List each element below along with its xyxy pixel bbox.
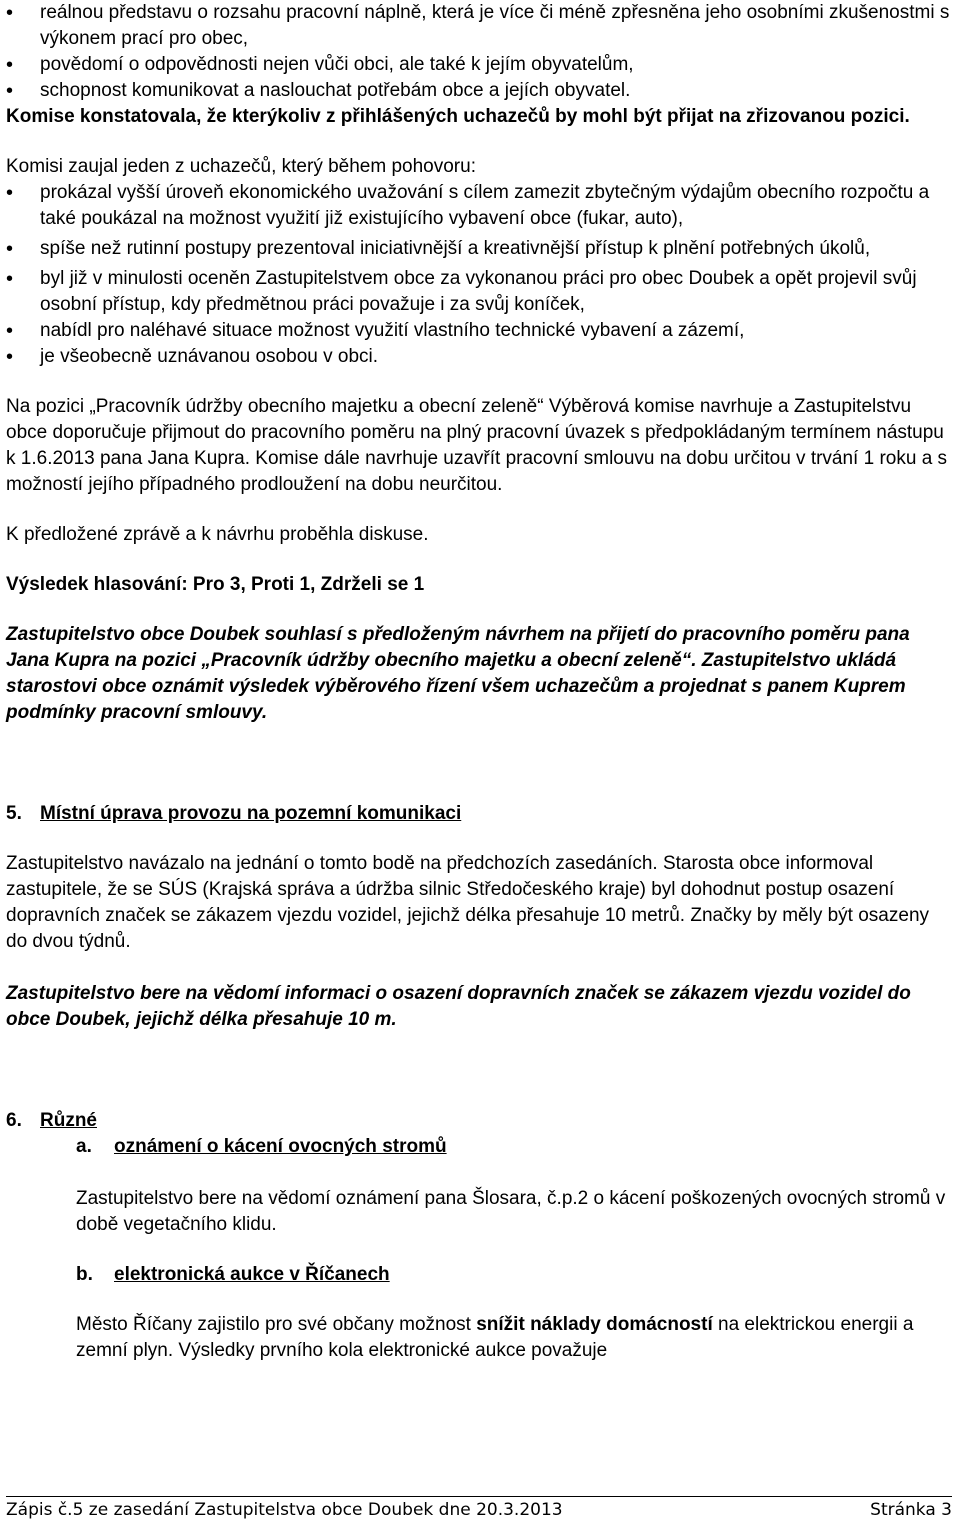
proposal-paragraph: Na pozici „Pracovník údržby obecního majetku a obecní zeleně“ Výběrová komise navrhuje a Zastupitelstvu obce doporučuje přijmout do pracovního poměru na plný pracovní úvazek s předpokládaným termínem nástupu k 1.6.2013 pana Jana Kupra. Komise dále navrhuje uzavřít pracovní smlouvu na dobu určitou v trvání 1 roku a s možností jejího případného prodloužení na dobu neurčitou. bbox=[6, 396, 948, 495]
subsection-b bbox=[6, 1262, 950, 1364]
text-run-bold: snížit náklady domácností bbox=[476, 1314, 713, 1335]
section-title: Různé bbox=[40, 1110, 97, 1131]
discussion-paragraph: K předložené zprávě a k návrhu proběhla diskuse. bbox=[6, 524, 429, 545]
subsection-letter: b. bbox=[76, 1264, 93, 1285]
commission-statement: Komise konstatovala, že kterýkoliv z přihlášených uchazečů by mohl být přijat na zřizovanou pozici. bbox=[6, 106, 910, 127]
list-item: • reálnou představu o rozsahu pracovní náplně, která je více či méně zpřesněna jeho osobními zkušenostmi s výkonem prací pro obec, bbox=[6, 0, 950, 52]
page-footer bbox=[6, 1496, 952, 1521]
text-run: Město Říčany zajistilo pro své občany možnost bbox=[76, 1314, 477, 1335]
footer-title: Zápis č.5 ze zasedání Zastupitelstva obce Doubek dne 20.3.2013 bbox=[6, 1500, 563, 1520]
section-5-heading bbox=[6, 801, 950, 827]
page-number: Stránka 3 bbox=[870, 1500, 952, 1520]
subsection-b-heading bbox=[76, 1262, 950, 1288]
text-run: na elektrickou energii a zemní plyn. Výsledky prvního kola elektronické aukce považuje bbox=[76, 1314, 914, 1361]
list-item: • prokázal vyšší úroveň ekonomického uvažování s cílem zamezit zbytečným výdajům obecního rozpočtu a také poukázal na možnost využití již existujícího vybavení obce (fukar, auto), bbox=[6, 180, 950, 232]
vote-result: Výsledek hlasování: Pro 3, Proti 1, Zdrželi se 1 bbox=[6, 574, 425, 595]
document-page bbox=[6, 0, 950, 1364]
subsection-letter: a. bbox=[76, 1136, 92, 1157]
list-item: • spíše než rutinní postupy prezentoval iniciativnější a kreativnější přístup k plnění potřebných úkolů, bbox=[6, 236, 950, 262]
list-item: • byl již v minulosti oceněn Zastupitelstvem obce za vykonanou práci pro obec Doubek a opět projevil svůj osobní přístup, kdy předmětnou práci považuje i za svůj koníček, bbox=[6, 266, 950, 318]
resolution-paragraph: Zastupitelstvo obce Doubek souhlasí s předloženým návrhem na přijetí do pracovního poměru pana Jana Kupra na pozici „Pracovník údržby obecního majetku a obecní zeleně“. Zastupitelstvo ukládá starostovi obce oznámit výsledek výběrového řízení všem uchazečům a projednat s panem Kuprem podmínky pracovní smlouvy. bbox=[6, 624, 910, 723]
section-6-heading bbox=[6, 1108, 950, 1134]
subsection-a-text: Zastupitelstvo bere na vědomí oznámení pana Šlosara, č.p.2 o kácení poškozených ovocných stromů v době vegetačního klidu. bbox=[76, 1188, 946, 1235]
section-5-text: Zastupitelstvo navázalo na jednání o tomto bodě na předchozích zasedáních. Starosta obce informoval zastupitele, že se SÚS (Krajská správa a údržba silnic Středočeského kraje) byl dohodnut postup osazení dopravních značek se zákazem vjezdu vozidel, jejichž délka přesahuje 10 metrů. Značky by měly být osazeny do dvou týdnů. bbox=[6, 853, 930, 952]
list-item: • nabídl pro naléhavé situace možnost využití vlastního technické vybavení a zázemí, bbox=[6, 318, 950, 344]
section-title: Místní úprava provozu na pozemní komunikaci bbox=[40, 803, 462, 824]
subsection-a bbox=[6, 1134, 950, 1238]
subsection-b-text bbox=[76, 1312, 950, 1364]
list-item: • schopnost komunikovat a naslouchat potřebám obce a jejích obyvatel. bbox=[6, 78, 950, 104]
qualities-list bbox=[6, 0, 950, 104]
list-item: • je všeobecně uznávanou osobou v obci. bbox=[6, 344, 950, 370]
section-number: 6. bbox=[6, 1110, 22, 1131]
subsection-title: oznámení o kácení ovocných stromů bbox=[114, 1136, 447, 1157]
candidate-intro: Komisi zaujal jeden z uchazečů, který během pohovoru: bbox=[6, 156, 476, 177]
section-5-resolution: Zastupitelstvo bere na vědomí informaci o osazení dopravních značek se zákazem vjezdu vozidel do obce Doubek, jejichž délka přesahuje 10 m. bbox=[6, 983, 911, 1030]
subsection-title: elektronická aukce v Říčanech bbox=[114, 1264, 390, 1285]
candidate-list bbox=[6, 180, 950, 370]
list-item: • povědomí o odpovědnosti nejen vůči obci, ale také k jejím obyvatelům, bbox=[6, 52, 950, 78]
subsection-a-heading bbox=[76, 1134, 950, 1160]
section-number: 5. bbox=[6, 803, 22, 824]
